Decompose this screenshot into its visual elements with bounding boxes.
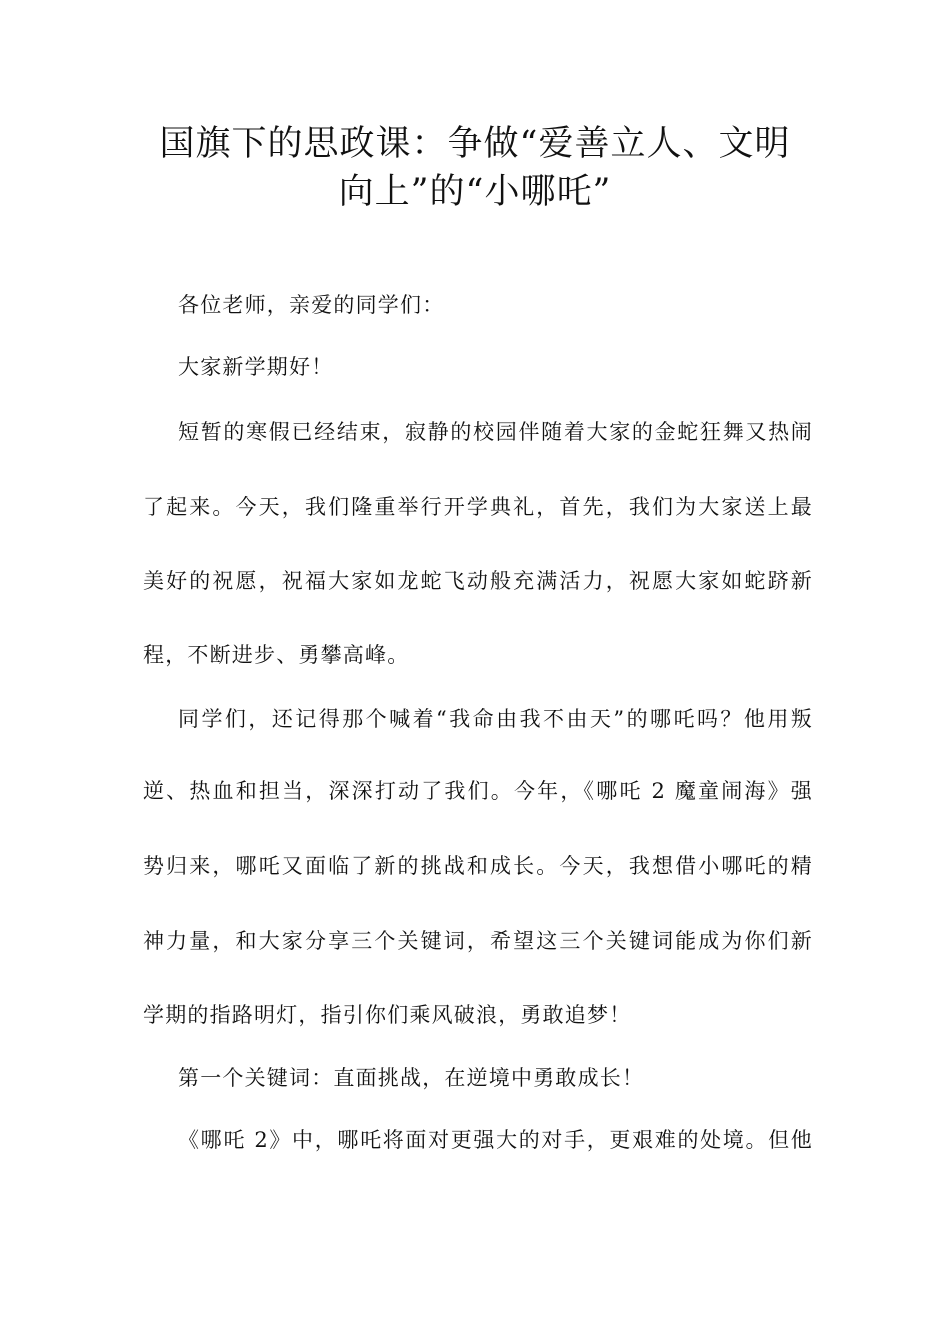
keyword-1-heading: 第一个关键词：直面挑战，在逆境中勇敢成长！: [178, 1066, 645, 1090]
greeting: 各位老师，亲爱的同学们：: [178, 293, 445, 317]
paragraph-3-line-1: 《哪吒 2》中，哪吒将面对更强大的对手，更艰难的处境。但他: [178, 1128, 813, 1152]
paragraph-2-line-5: 学期的指路明灯，指引你们乘风破浪，勇敢追梦！: [143, 1003, 632, 1027]
paragraph-1-line-2: 了起来。今天，我们隆重举行开学典礼，首先，我们为大家送上最: [143, 495, 813, 519]
paragraph-1-line-4: 程，不断进步、勇攀高峰。: [143, 643, 410, 667]
paragraph-2-line-3: 势归来，哪吒又面临了新的挑战和成长。今天，我想借小哪吒的精: [143, 854, 813, 878]
paragraph-2-line-4: 神力量，和大家分享三个关键词，希望这三个关键词能成为你们新: [143, 929, 813, 953]
title-line-2: 向上”的“小哪吒”: [338, 172, 612, 212]
title-line-1: 国旗下的思政课：争做“爱善立人、文明: [159, 124, 791, 164]
paragraph-2-line-2: 逆、热血和担当，深深打动了我们。今年，《哪吒 2 魔童闹海》强: [143, 779, 813, 803]
paragraph-1-line-3: 美好的祝愿，祝福大家如龙蛇飞动般充满活力，祝愿大家如蛇跻新: [143, 569, 813, 593]
hello-line: 大家新学期好！: [178, 355, 334, 379]
paragraph-2-line-1: 同学们，还记得那个喊着“我命由我不由天”的哪吒吗？他用叛: [178, 707, 813, 731]
paragraph-1-line-1: 短暂的寒假已经结束，寂静的校园伴随着大家的金蛇狂舞又热闹: [178, 420, 813, 444]
